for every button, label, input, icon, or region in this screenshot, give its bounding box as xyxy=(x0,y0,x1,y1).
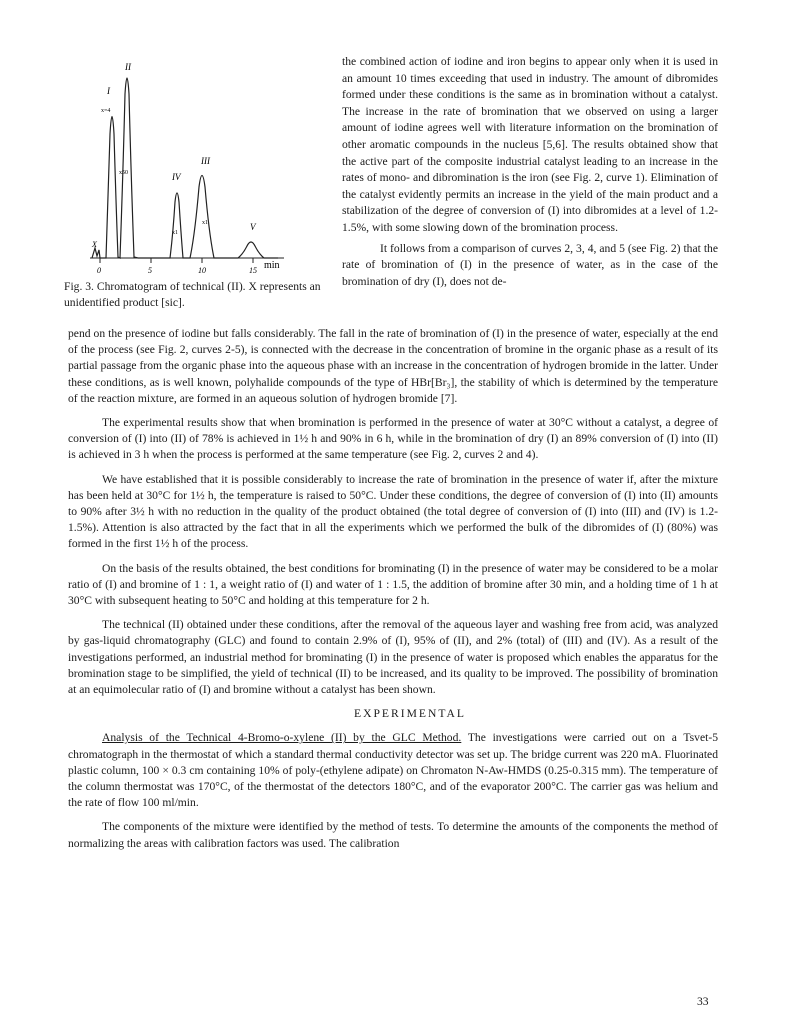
paragraph: The technical (II) obtained under these conditions, after the removal of the aqueous layer and washing free from acid, was analyzed by gas-liquid chromatography (GLC) and found to contain 2.9% of (I), 95% of (II), and 2% (total) of (III) and (IV). As a result of the investigations performed, an industrial method for brominating (I) in the presence of water is proposed which enables the apparatus for the bromination stage to be simplified, the yield of technical (II) to be increased, and its quality to be improved. The possibility of bromination at an equimolecular ratio of (I) and bromine without a catalyst has been shown. xyxy=(68,618,718,697)
paragraph: The experimental results show that when bromination is performed in the presence of water at 30°C without a catalyst, a degree of conversion of (I) into (II) of 78% is achieved in 1½ h and 90% in 6 h, while in the bromination of dry (I) an 89% conversion of (I) into (II) is achieved in 3 h when the process is performed at the same temperature (see Fig. 2, curves 2 and 4). xyxy=(68,416,718,462)
peak-sublabel: x=4 xyxy=(101,108,111,114)
runin-title: Analysis of the Technical 4-Bromo-o-xylene (II) by the GLC Method. xyxy=(102,731,462,745)
right-column-text xyxy=(342,54,718,290)
axis-tick-label: 10 xyxy=(198,266,206,275)
peak-label-II: II xyxy=(125,62,131,72)
peak-sublabel: x50 xyxy=(119,170,128,176)
paragraph: The components of the mixture were identified by the method of tests. To determine the amounts of the components the method of normalizing the areas with calibration factors was used. The calibration xyxy=(68,820,718,850)
figure-caption: Fig. 3. Chromatogram of technical (II). X represents an unidentified product [sic]. xyxy=(64,280,321,309)
axis-unit-label: min xyxy=(264,260,280,271)
axis-tick-label: 0 xyxy=(97,266,101,275)
paragraph: the combined action of iodine and iron begins to appear only when it is used in an amount 10 times exceeding that used in industry. The amount of dibromides formed under these conditions is the same as in bromination without a catalyst. The increase in the rate of bromination that we observed on using a larger amount of iodine agrees well with literature information on the bromination of other aromatic compounds in the nucleus [5,6]. The results obtained show that the active part of the composite industrial catalyst leading to an increase in the rates of mono- and dibromination is the iron (see Fig. 2, curve 1). Elimination of the catalyst evidently permits an increase in the yield of the main product and a stabilization of the degree of conversion of (I) into dibromides at a level of 1.2-1.5%, with some slowing down of the bromination process. xyxy=(342,55,718,234)
axis-tick-label: 15 xyxy=(249,266,257,275)
chromatogram-plot xyxy=(62,54,332,284)
paragraph: It follows from a comparison of curves 2, 3, 4, and 5 (see Fig. 2) that the rate of bromination of (I) in the presence of water, as in the case of the bromination of dry (I), does not de- xyxy=(342,241,718,288)
peak-label-IV: IV xyxy=(172,172,181,182)
paragraph-text: The investigations were carried out on a Tsvet-5 chromatograph in the thermostat of which a standard thermal conductivity detector was set up. The bridge current was 220 mA. Fluorinated plastic column, 100 × 0.3 cm containing 10% of poly-(ethylene adipate) on Chromaton N-Aw-HMDS (0.25-0.315 mm). The temperature of the column thermostat was 170°C, of the thermostat of the detectors 180°C, and of the evaporator 200°C. The carrier gas was helium and the rate of flow 100 ml/min. xyxy=(68,731,719,810)
peak-label-V: V xyxy=(250,222,256,232)
page-number: 33 xyxy=(697,995,709,1008)
paragraph: pend on the presence of iodine but falls considerably. The fall in the rate of bromination of (I) in the presence of water, especially at the end of the process (see Fig. 2, curves 2-5), is connected with the decrease in the concentration of bromine in the organic phase as a result of its partial passage from the organic phase into the aqueous phase with an increase in the concentration of hydrogen bromide in the latter. Under these conditions, as is well known, polyhalide compounds of the type of HBr[Br₃], the stability of which is determined by the temperature of the reaction mixture, are formed in an aqueous solution of hydrogen bromide [7]. xyxy=(68,327,718,405)
chromatogram-figure xyxy=(62,54,332,284)
peak-label-I: I xyxy=(107,86,110,96)
axis-tick-label: 5 xyxy=(148,266,152,275)
peak-label-X: X xyxy=(92,240,97,249)
paragraph: On the basis of the results obtained, the best conditions for brominating (I) in the presence of water may be considered to be a molar ratio of (I) and bromine of 1 : 1, a weight ratio of (I) and water of 1 : 1.5, the addition of bromine after 30 min, and a holding time of 1 h at 30°C with subsequent heating to 50°C and holding at this temperature for 2 h. xyxy=(68,561,718,608)
paragraph: We have established that it is possible considerably to increase the rate of bromination in the presence of water if, after the mixture has been held at 30°C for 1½ h, the temperature is raised to 50°C. Under these conditions, the degree of conversion of (I) into (II) amounts to 90% after 3½ h with no reduction in the quality of the product obtained (the total degree of conversion of (I) into (III) and (IV) is 1.2-1.5%). Attention is also attracted by the fact that in all the experiments which we performed the bulk of the dibromides of (I) (80%) was formed in the first 1½ h of the process. xyxy=(68,472,718,551)
peak-sublabel: x1 xyxy=(172,230,178,236)
peak-sublabel: x1 xyxy=(202,220,208,226)
main-body-text xyxy=(68,326,718,860)
section-heading: EXPERIMENTAL xyxy=(354,707,466,721)
paragraph xyxy=(68,730,718,811)
peak-label-III: III xyxy=(201,156,210,166)
